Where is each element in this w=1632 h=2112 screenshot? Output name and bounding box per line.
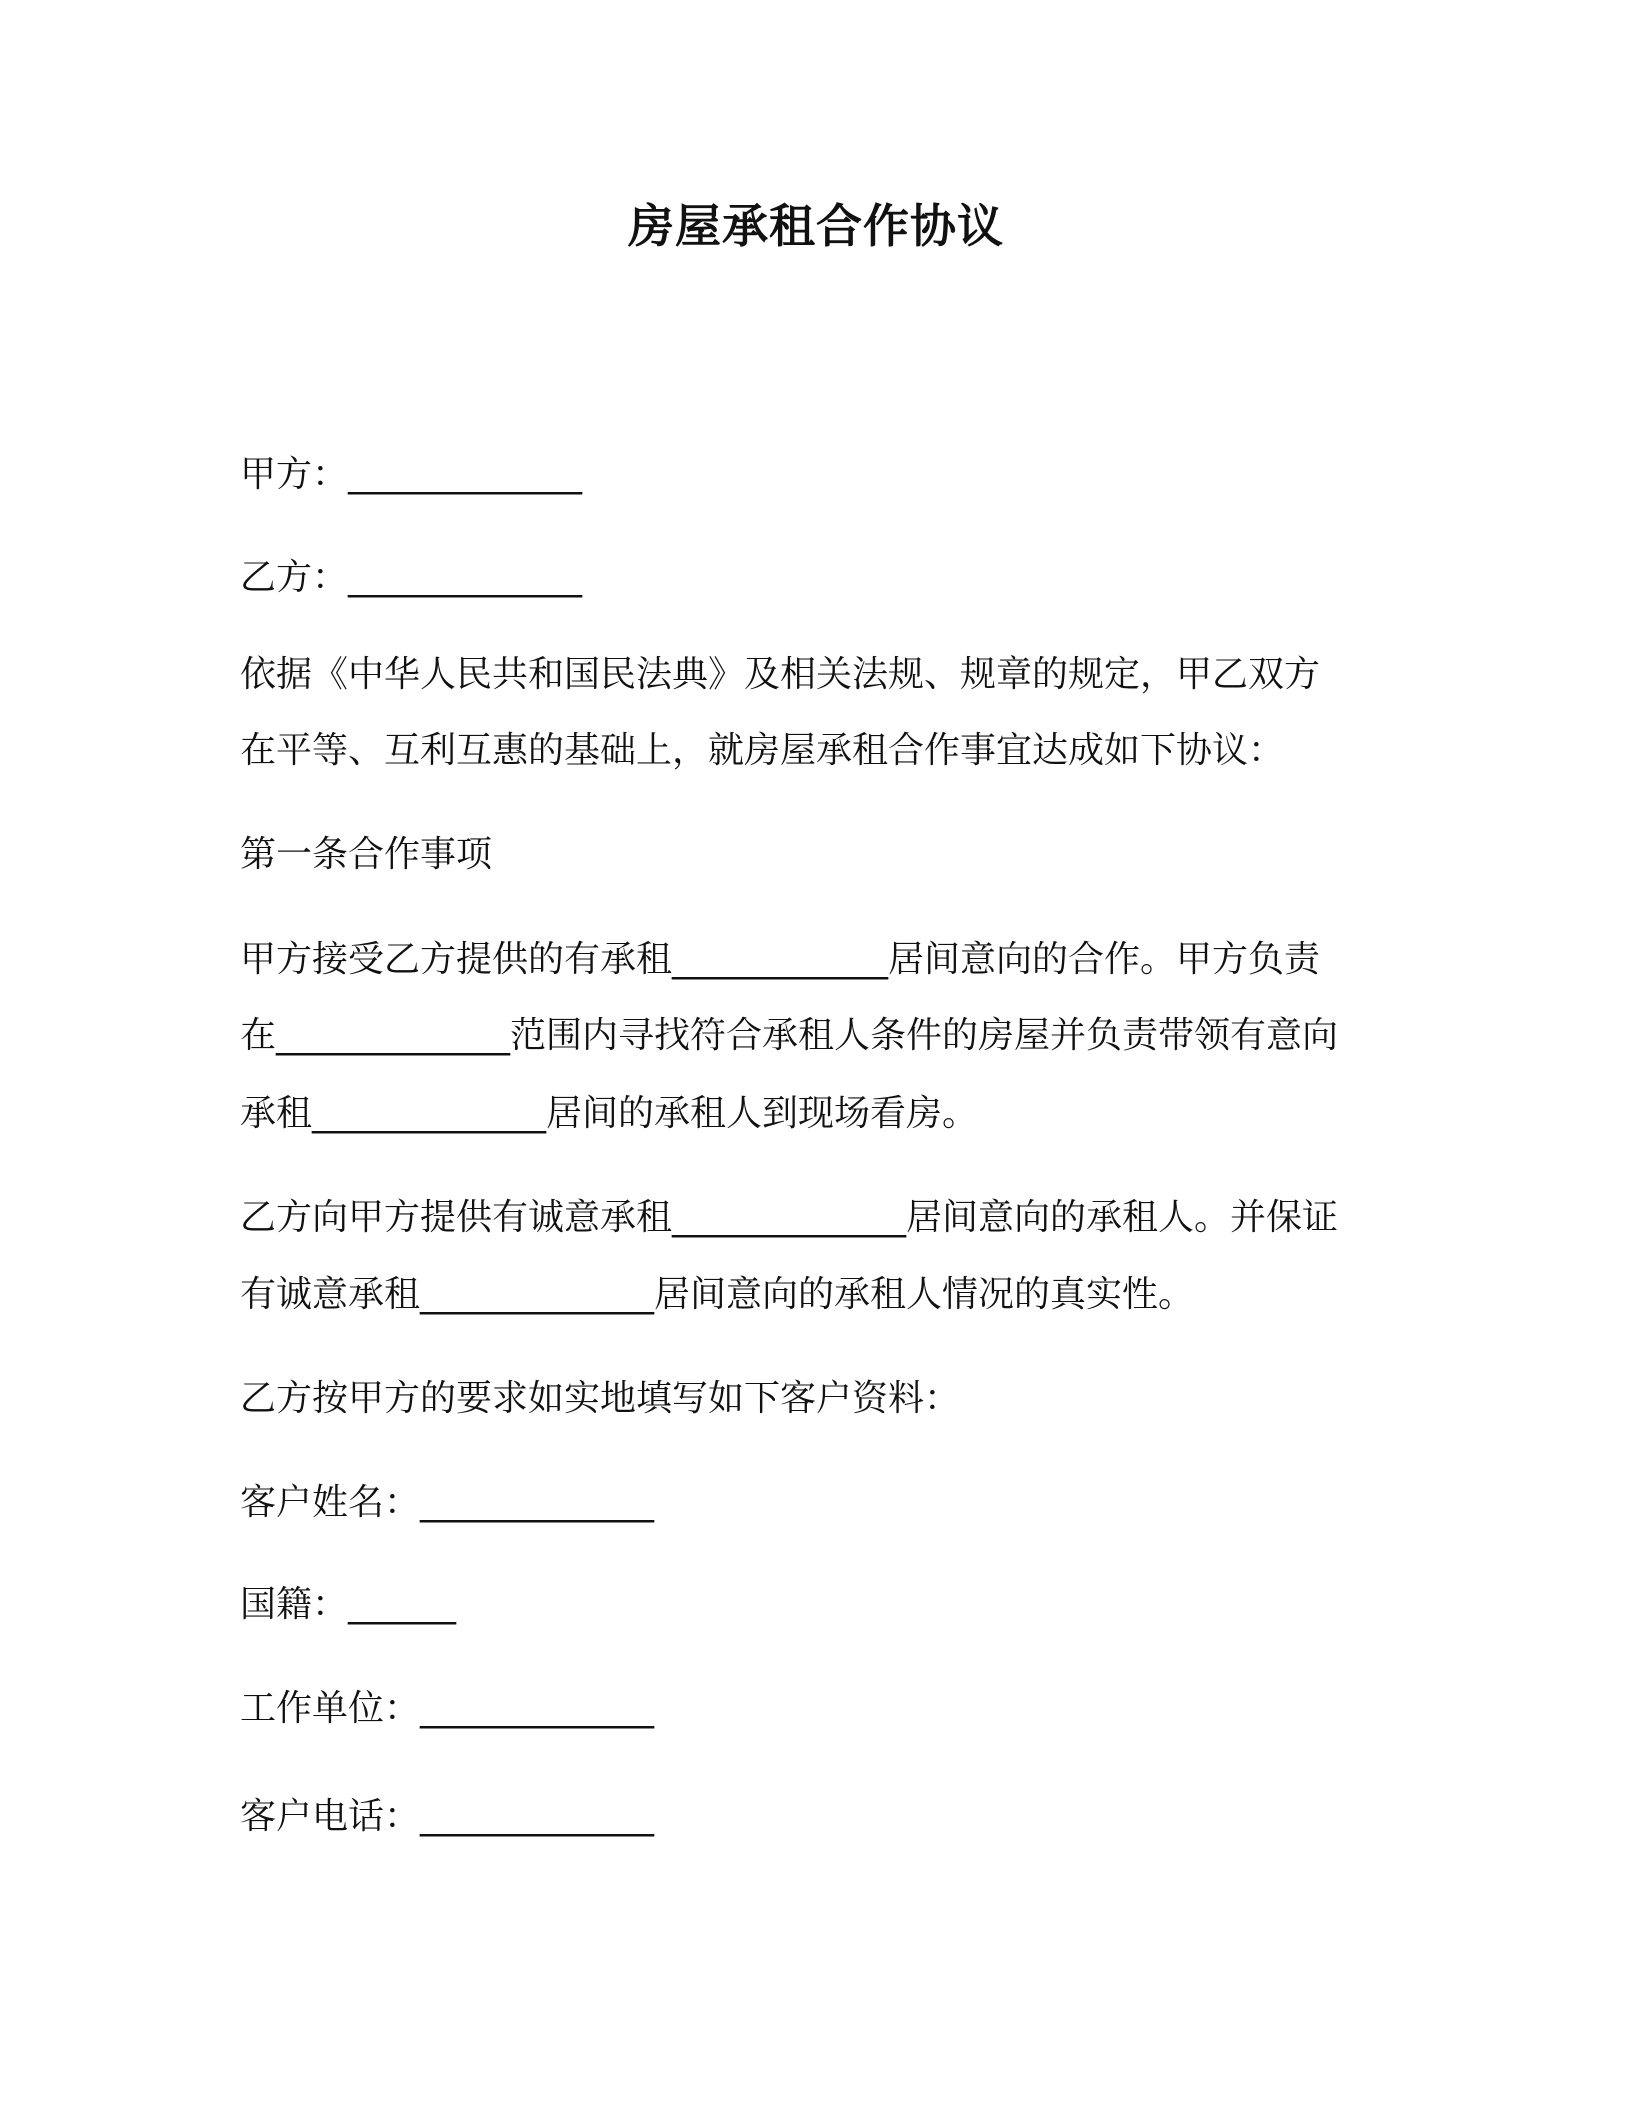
- party-b-line: 乙方：_____________: [240, 557, 583, 598]
- client-name-field: 客户姓名：_____________: [240, 1482, 655, 1523]
- party-a-line: 甲方：_____________: [240, 454, 583, 495]
- article-1-paragraph-2-line-1: 乙方向甲方提供有诚意承租_____________居间意向的承租人。并保证: [240, 1197, 1339, 1238]
- article-1-paragraph-1-line-2: 在_____________范围内寻找符合承租人条件的房屋并负责带领有意向: [240, 1015, 1339, 1056]
- client-info-intro: 乙方按甲方的要求如实地填写如下客户资料：: [240, 1378, 961, 1419]
- article-1-paragraph-1-line-1: 甲方接受乙方提供的有承租____________居间意向的合作。甲方负责: [240, 939, 1321, 980]
- preamble-line-1: 依据《中华人民共和国民法典》及相关法规、规章的规定，甲乙双方: [240, 654, 1321, 695]
- article-1-paragraph-1-line-3: 承租_____________居间的承租人到现场看房。: [240, 1093, 979, 1134]
- preamble-line-2: 在平等、互利互惠的基础上，就房屋承租合作事宜达成如下协议：: [240, 730, 1285, 771]
- article-1-paragraph-2-line-2: 有诚意承租_____________居间意向的承租人情况的真实性。: [240, 1274, 1195, 1315]
- nationality-field: 国籍：______: [240, 1584, 457, 1625]
- document-title: 房屋承租合作协议: [628, 199, 1004, 253]
- article-1-heading: 第一条合作事项: [240, 834, 493, 875]
- client-phone-field: 客户电话：_____________: [240, 1796, 655, 1837]
- employer-field: 工作单位：_____________: [240, 1688, 655, 1729]
